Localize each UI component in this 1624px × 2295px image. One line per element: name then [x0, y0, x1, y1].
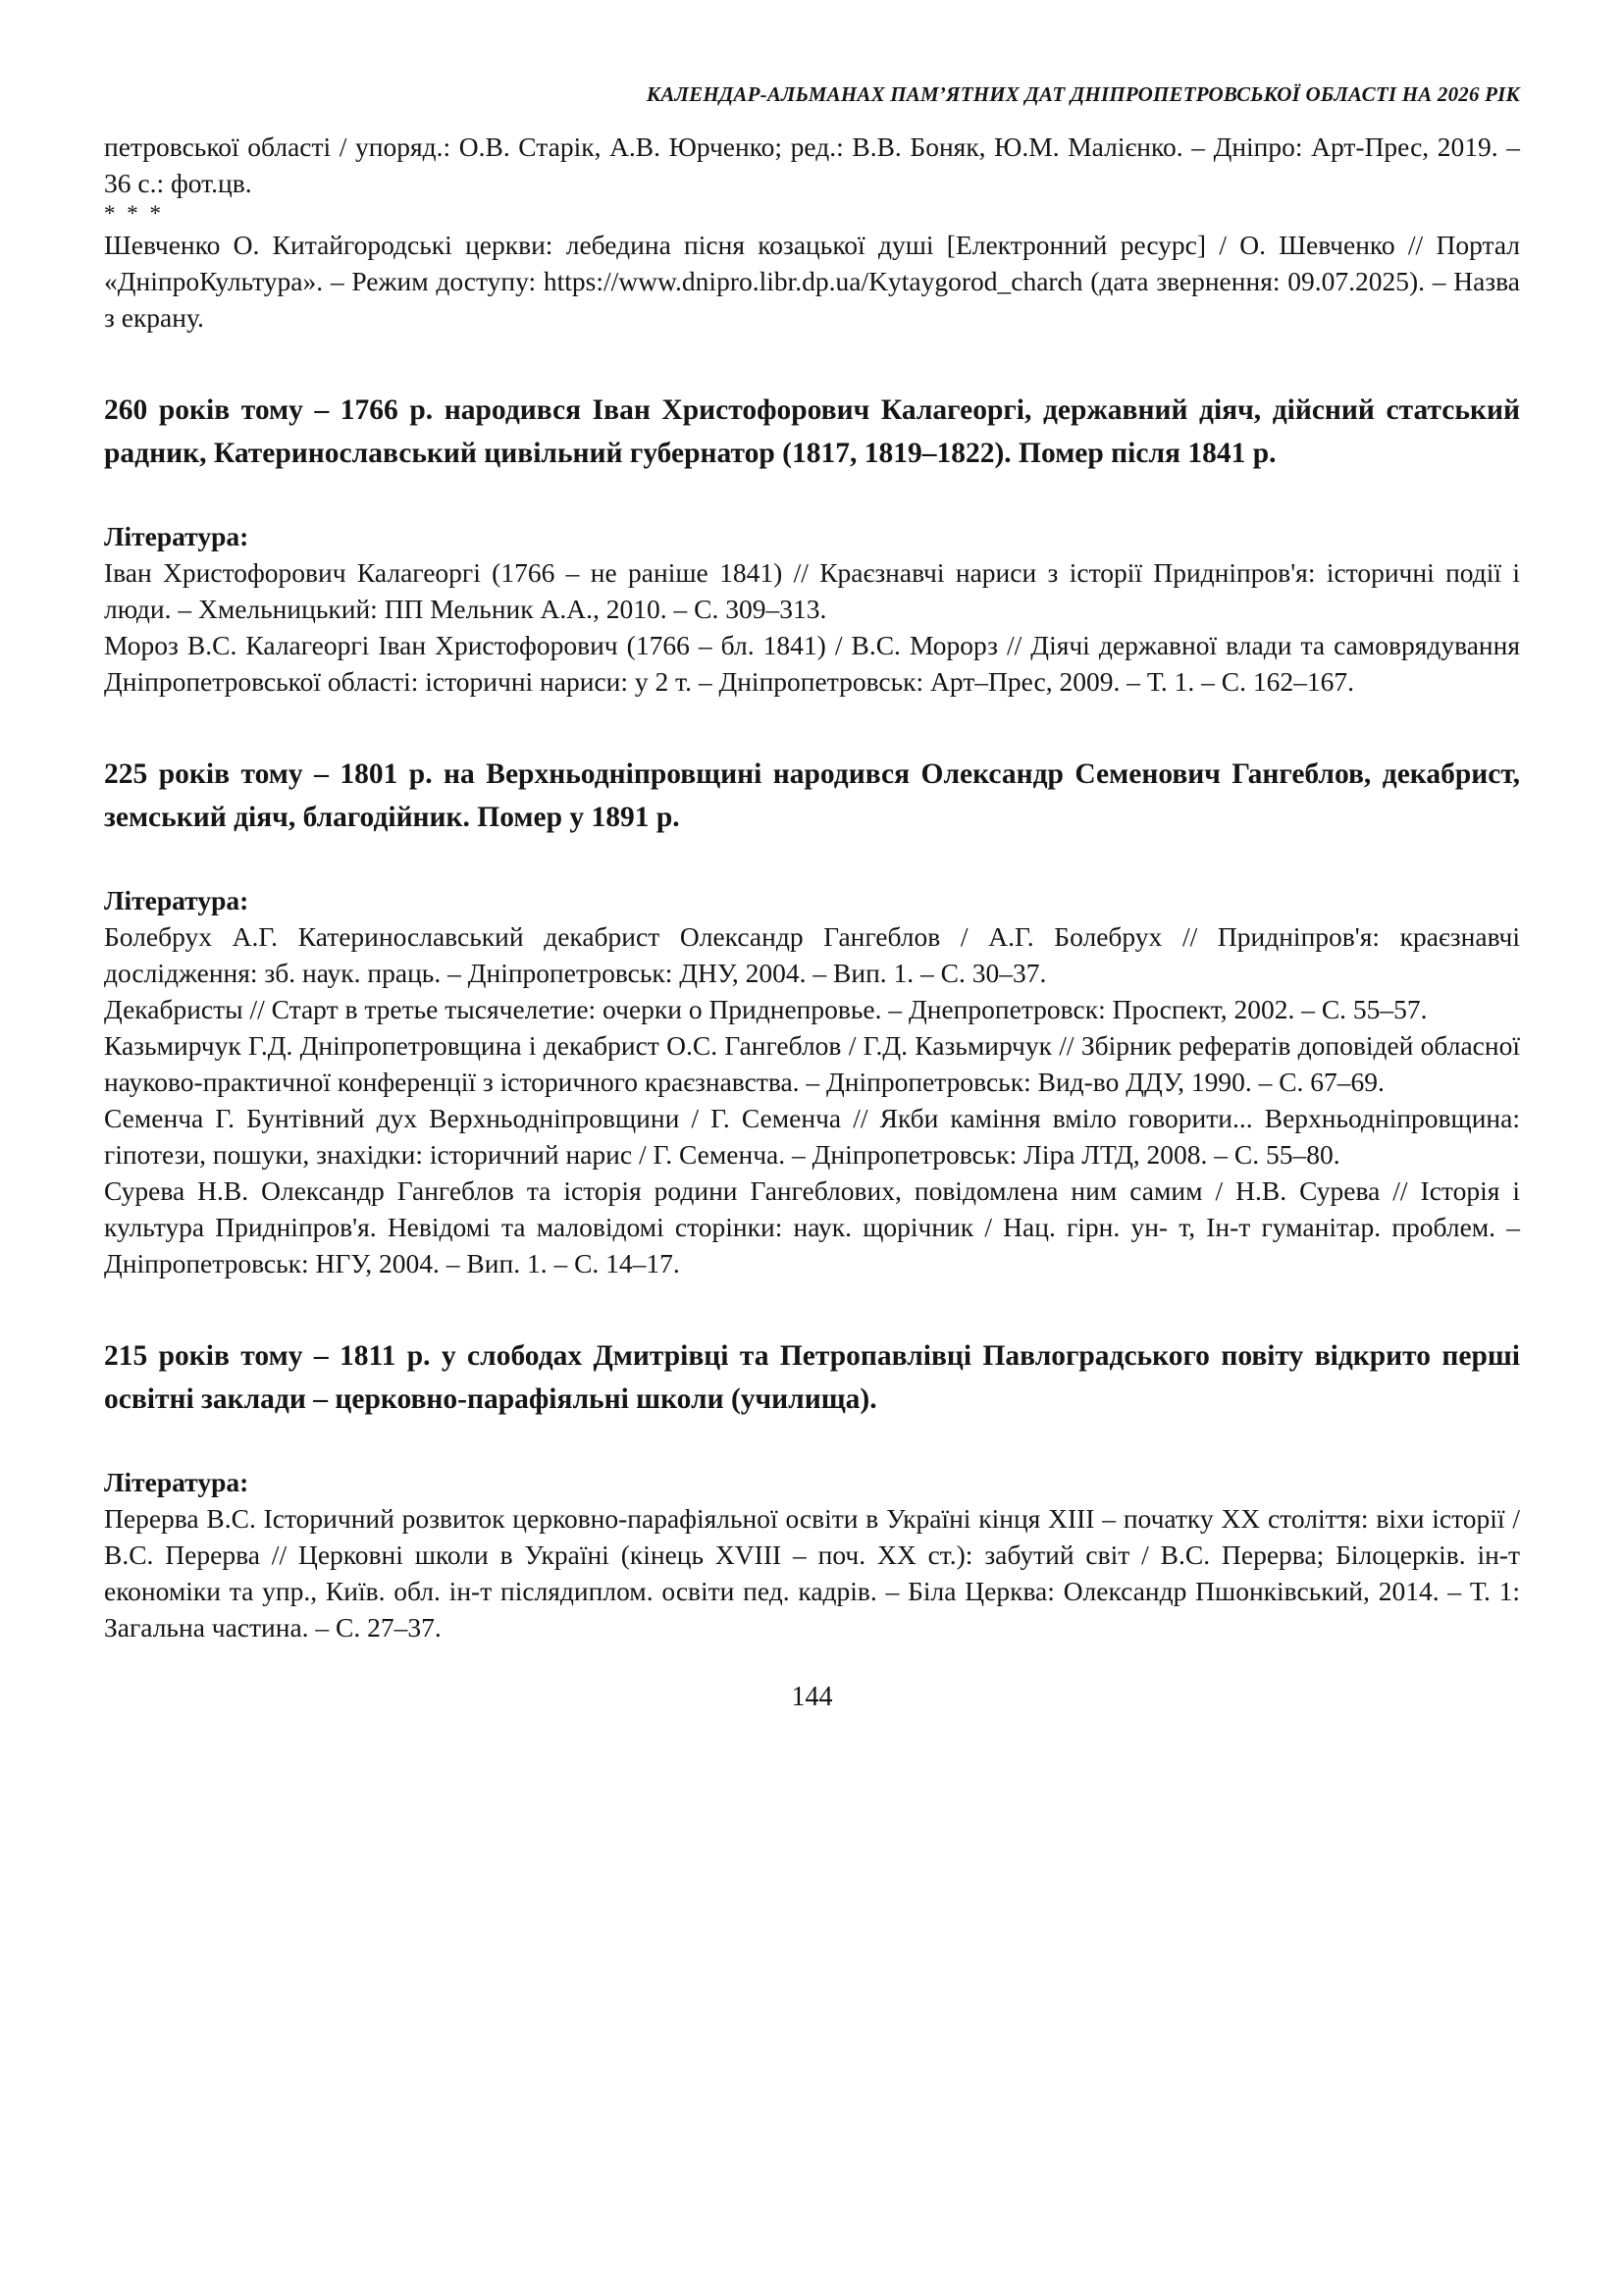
asterisk-separator: * * *: [104, 201, 164, 226]
page-number: 144: [791, 1682, 833, 1712]
bibliography-entry: Мороз В.С. Калагеоргі Іван Христофорович (1766 – бл. 1841) / В.С. Морорз // Діячі державної влади та самоврядування Дніпропетровської області: історичні нариси: у 2 т. – Дніпропетровськ: Арт–Прес, 2009. – Т. 1. – С. 162–167.: [104, 630, 1520, 697]
literature-label: Література:: [104, 1467, 249, 1497]
section-heading: 225 років тому – 1801 р. на Верхньодніпровщині народився Олександр Семенович Гангеблов, декабрист, земський діяч, благодійник. Помер у 1891 р.: [104, 758, 1520, 833]
almanac-section: [104, 1334, 1520, 1645]
literature-label: Література:: [104, 885, 249, 915]
bibliography-entry-continuation: петровської області / упоряд.: О.В. Старік, А.В. Юрченко; ред.: В.В. Боняк, Ю.М. Малієнко. – Дніпро: Арт-Прес, 2019. – 36 с.: фот.цв.: [104, 131, 1520, 198]
section-heading: 215 років тому – 1811 р. у слободах Дмитрівці та Петропавлівці Павлоградського повіту відкрито перші освітні заклади – церковно-парафіяльні школи (училища).: [104, 1340, 1520, 1415]
running-header: КАЛЕНДАР-АЛЬМАНАХ ПАМ’ЯТНИХ ДАТ ДНІПРОПЕТРОВСЬКОЇ ОБЛАСТІ НА 2026 РІК: [646, 82, 1520, 106]
bibliography-entry: Семенча Г. Бунтівний дух Верхньодніпровщини / Г. Семенча // Якби каміння вміло говорити... Верхньодніпровщина: гіпотези, пошуки, знахідки: історичний нарис / Г. Семенча. – Дніпропетровськ: Ліра ЛТД, 2008. – С. 55–80.: [104, 1103, 1520, 1170]
bibliography-entry: Сурева Н.В. Олександр Гангеблов та історія родини Гангеблових, повідомлена ним самим / Н.В. Сурева // Історія і культура Придніпров'я. Невідомі та маловідомі сторінки: наук. щорічник / Нац. гірн. ун- т, Ін-т гуманітар. проблем. – Дніпропетровськ: НГУ, 2004. – Вип. 1. – С. 14–17.: [104, 1175, 1520, 1278]
bibliography-entry: Декабристы // Старт в третье тысячелетие: очерки о Приднепровье. – Днепропетровск: Проспект, 2002. – С. 55–57.: [104, 994, 1428, 1024]
literature-entries: [104, 1500, 1520, 1645]
sections: [104, 389, 1520, 1645]
bibliography-entry: Болебрух А.Г. Катеринославський декабрист Олександр Гангеблов / А.Г. Болебрух // Придніпров'я: краєзнавчі дослідження: зб. наук. праць. – Дніпропетровськ: ДНУ, 2004. – Вип. 1. – С. 30–37.: [104, 921, 1520, 988]
literature-label: Література:: [104, 521, 249, 551]
literature-entries: [104, 554, 1520, 700]
literature-entries: [104, 918, 1520, 1281]
bibliography-entry: Казьмирчук Г.Д. Дніпропетровщина і декабрист О.С. Гангеблов / Г.Д. Казьмирчук // Збірник рефератів доповідей обласної науково-практичної конференції з історичного краєзнавства. – Дніпропетровськ: Вид-во ДДУ, 1990. – С. 67–69.: [104, 1030, 1520, 1097]
section-heading: 260 років тому – 1766 р. народився Іван Христофорович Калагеоргі, державний діяч, дійсний статський радник, Катеринославський цивільний губернатор (1817, 1819–1822). Помер після 1841 р.: [104, 394, 1520, 469]
almanac-section: [104, 753, 1520, 1281]
bibliography-entry: Іван Христофорович Калагеоргі (1766 – не раніше 1841) // Краєзнавчі нариси з історії Придніпров'я: історичні події і люди. – Хмельницький: ПП Мельник А.А., 2010. – С. 309–313.: [104, 557, 1520, 624]
bibliography-entry: Шевченко О. Китайгородські церкви: лебедина пісня козацької душі [Електронний ресурс] / О. Шевченко // Портал «ДніпроКультура». – Режим доступу: https://www.dnipro.libr.dp.ua/Kytaygorod_charch (дата звернення: 09.07.2025). – Назва з екрану.: [104, 230, 1520, 333]
page-body: [104, 129, 1520, 1715]
bibliography-entry: Перерва В.С. Історичний розвиток церковно-парафіяльної освіти в Україні кінця XIII – початку XX століття: віхи історії / В.С. Перерва // Церковні школи в Україні (кінець XVIII – поч. XX ст.): забутий світ / В.С. Перерва; Білоцерків. ін-т економіки та упр., Київ. обл. ін-т післядиплом. освіти пед. кадрів. – Біла Церква: Олександр Пшонківський, 2014. – Т. 1: Загальна частина. – С. 27–37.: [104, 1503, 1520, 1643]
almanac-section: [104, 389, 1520, 700]
